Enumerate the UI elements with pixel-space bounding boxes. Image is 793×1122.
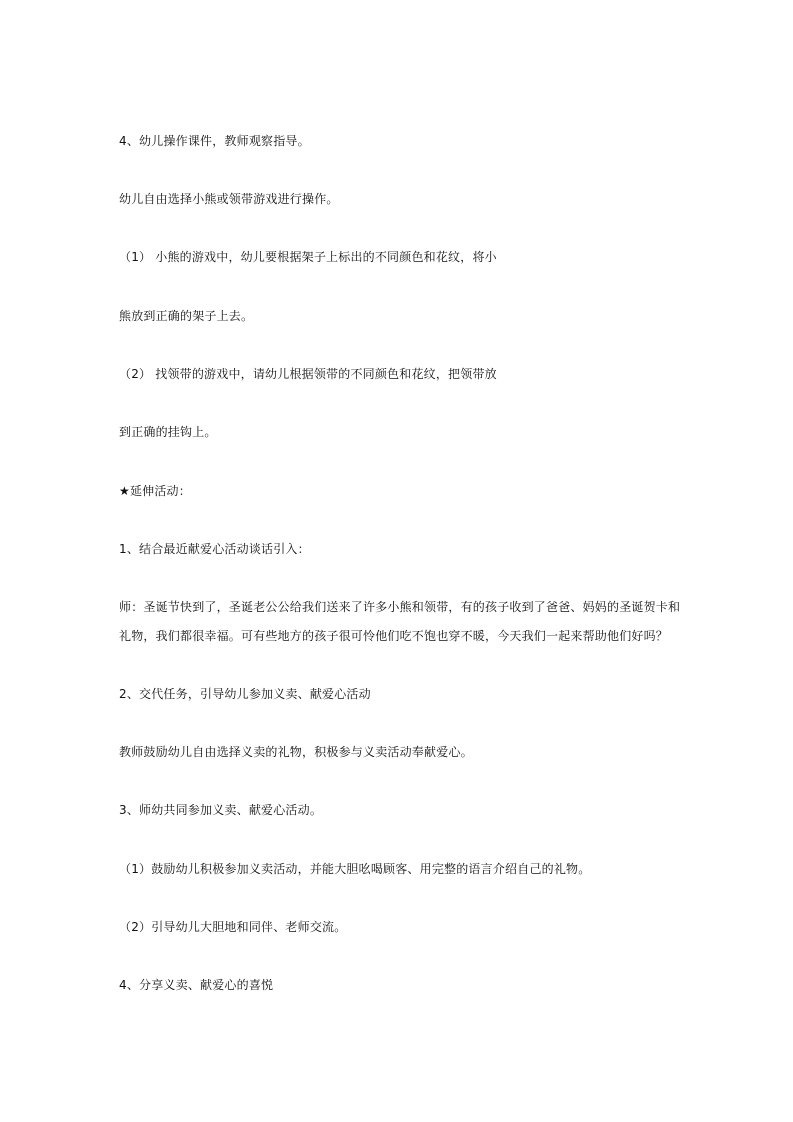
teacher-speech-line-2: 礼物，我们都很幸福。可有些地方的孩子很可怜他们吃不饱也穿不暖，今天我们一起来帮助他们好吗？	[119, 629, 669, 643]
extension-step-3: 3、师幼共同参加义卖、献爱心活动。	[119, 803, 323, 817]
extension-step-1: 1、结合最近献爱心活动谈话引入：	[119, 542, 310, 556]
item-1-line-2: 熊放到正确的架子上去。	[119, 309, 254, 323]
item-2-line-1: （2） 找领带的游戏中，请幼儿根据领带的不同颜色和花纹，把领带放	[119, 367, 497, 381]
extension-step-2: 2、交代任务，引导幼儿参加义卖、献爱心活动	[119, 687, 371, 701]
step-4-description: 幼儿自由选择小熊或领带游戏进行操作。	[119, 192, 339, 206]
teacher-speech-line-1: 师：圣诞节快到了，圣诞老公公给我们送来了许多小熊和领带，有的孩子收到了爸爸、妈妈的圣诞贺卡和	[119, 600, 681, 614]
extension-activity-heading: ★延伸活动：	[119, 484, 191, 498]
extension-step-2-description: 教师鼓励幼儿自由选择义卖的礼物，积极参与义卖活动奉献爱心。	[119, 745, 473, 759]
extension-step-3-item-1: （1）鼓励幼儿积极参加义卖活动，并能大胆吆喝顾客、用完整的语言介绍自己的礼物。	[119, 862, 591, 876]
step-4-heading: 4、幼儿操作课件，教师观察指导。	[119, 134, 310, 148]
extension-step-3-item-2: （2）引导幼儿大胆地和同伴、老师交流。	[119, 920, 347, 934]
item-2-line-2: 到正确的挂钩上。	[119, 425, 217, 439]
item-1-line-1: （1） 小熊的游戏中，幼儿要根据架子上标出的不同颜色和花纹，将小	[119, 250, 497, 264]
extension-step-4: 4、分享义卖、献爱心的喜悦	[119, 978, 274, 992]
